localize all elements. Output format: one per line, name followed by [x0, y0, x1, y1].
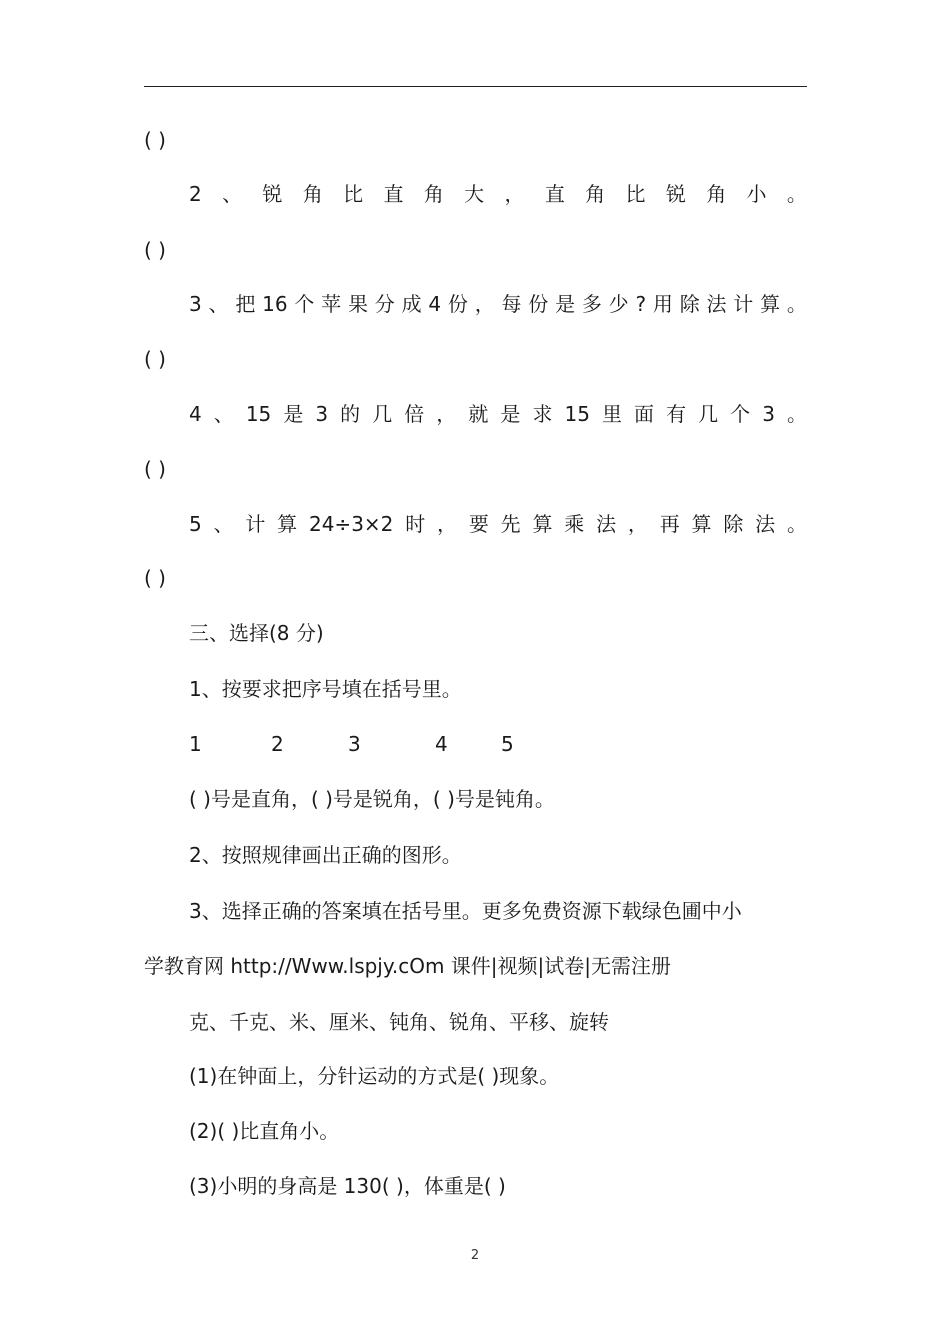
question-token: 有 [666, 402, 687, 426]
question-token: ， [474, 292, 495, 316]
question-token: 把 [235, 292, 256, 316]
sub-question-3: (3)小明的身高是 130( )，体重是( ) [189, 1174, 506, 1198]
question-token: 除 [679, 292, 700, 316]
question-token: 计 [245, 512, 266, 536]
question-token: 法 [755, 512, 776, 536]
question-token: ? [635, 292, 647, 316]
s3-question-2: 2、按照规律画出正确的图形。 [189, 843, 462, 867]
shape-number: 5 [501, 732, 514, 756]
question-token: 法 [596, 512, 617, 536]
question-token: 角 [302, 182, 323, 206]
question-token: 。 [786, 292, 807, 316]
options-list: 克、千克、米、厘米、钝角、锐角、平移、旋转 [189, 1010, 609, 1034]
shape-number: 1 [189, 732, 202, 756]
question-token: 角 [585, 182, 606, 206]
page-number: 2 [470, 1248, 480, 1263]
question-token: 苹 [321, 292, 342, 316]
question-token: 4 [189, 402, 202, 426]
question-token: 算 [760, 292, 781, 316]
question-token: 果 [347, 292, 368, 316]
question-token: 乘 [564, 512, 585, 536]
question-token: 时 [405, 512, 426, 536]
question-token: 2 [189, 182, 202, 206]
question-token: 3 [315, 402, 329, 426]
answer-blank-3: ( ) [144, 347, 166, 371]
question-token: 个 [730, 402, 751, 426]
question-3 [189, 290, 807, 318]
question-token: 少 [608, 292, 629, 316]
question-token: 就 [468, 402, 489, 426]
sub-question-1: (1)在钟面上，分针运动的方式是( )现象。 [189, 1064, 560, 1088]
shape-number: 3 [348, 732, 361, 756]
question-token: 要 [468, 512, 489, 536]
question-token: 比 [625, 182, 646, 206]
shape-number: 4 [435, 732, 448, 756]
question-token: 每 [501, 292, 522, 316]
question-token: 算 [691, 512, 712, 536]
question-token: 4 [428, 292, 442, 316]
question-token: 法 [706, 292, 727, 316]
question-token: 成 [401, 292, 422, 316]
question-token: 大 [464, 182, 485, 206]
answer-blank-4: ( ) [144, 457, 166, 481]
question-token: 直 [383, 182, 404, 206]
question-token: 倍 [404, 402, 425, 426]
question-token: 算 [532, 512, 553, 536]
question-token: 的 [340, 402, 361, 426]
question-token: 直 [544, 182, 565, 206]
question-token: 3 [189, 292, 202, 316]
question-2 [189, 180, 807, 208]
question-token: 先 [500, 512, 521, 536]
question-token: 24÷3×2 [308, 512, 394, 536]
question-token: 3 [762, 402, 775, 426]
answer-blank-2: ( ) [144, 238, 166, 262]
question-token: 份 [447, 292, 468, 316]
question-token: 再 [659, 512, 680, 536]
question-token: 锐 [262, 182, 283, 206]
question-token: 是 [555, 292, 576, 316]
question-token: 多 [581, 292, 602, 316]
question-token: 用 [652, 292, 673, 316]
question-token: 分 [374, 292, 395, 316]
question-token: 5 [189, 512, 202, 536]
question-token: 是 [283, 402, 304, 426]
question-token: 除 [723, 512, 744, 536]
question-token: 比 [343, 182, 364, 206]
question-token: 15 [564, 402, 590, 426]
question-token: 算 [277, 512, 298, 536]
question-token: ， [436, 402, 457, 426]
s3-question-1: 1、按要求把序号填在括号里。 [189, 677, 462, 701]
question-5 [189, 510, 807, 538]
question-token: 。 [787, 402, 807, 426]
answer-blank-5: ( ) [144, 566, 166, 590]
question-token: ， [627, 512, 648, 536]
question-token: 是 [500, 402, 521, 426]
question-token: 角 [423, 182, 444, 206]
s3-q1-answer-line: ( )号是直角，( )号是锐角，( )号是钝角。 [189, 787, 555, 811]
question-token: 个 [294, 292, 315, 316]
question-token: 角 [706, 182, 727, 206]
question-token: 16 [262, 292, 288, 316]
question-token: 15 [245, 402, 272, 426]
section-3-title: 三、选择(8 分) [189, 621, 324, 645]
question-token: 、 [213, 512, 234, 536]
answer-blank-1: ( ) [144, 128, 166, 152]
s3-question-3-cont: 学教育网 http://Www.lspjy.cOm 课件|视频|试卷|无需注册 [144, 954, 672, 978]
question-token: 份 [528, 292, 549, 316]
question-token: 。 [786, 512, 807, 536]
question-token: 面 [634, 402, 655, 426]
question-token: 几 [698, 402, 719, 426]
header-rule [144, 86, 807, 87]
question-token: 、 [208, 292, 229, 316]
question-token: 小 [746, 182, 767, 206]
question-4 [189, 400, 807, 428]
question-token: 、 [222, 182, 243, 206]
s3-question-3: 3、选择正确的答案填在括号里。更多免费资源下载绿色圃中小 [189, 899, 742, 923]
question-token: 。 [786, 182, 807, 206]
question-token: ， [437, 512, 458, 536]
sub-question-2: (2)( )比直角小。 [189, 1119, 340, 1143]
question-token: 锐 [665, 182, 686, 206]
question-token: 求 [532, 402, 553, 426]
question-token: ， [504, 182, 525, 206]
shape-number-row [189, 730, 807, 758]
question-token: 、 [213, 402, 234, 426]
shape-number: 2 [271, 732, 284, 756]
question-token: 里 [601, 402, 622, 426]
question-token: 计 [733, 292, 754, 316]
question-token: 几 [372, 402, 393, 426]
